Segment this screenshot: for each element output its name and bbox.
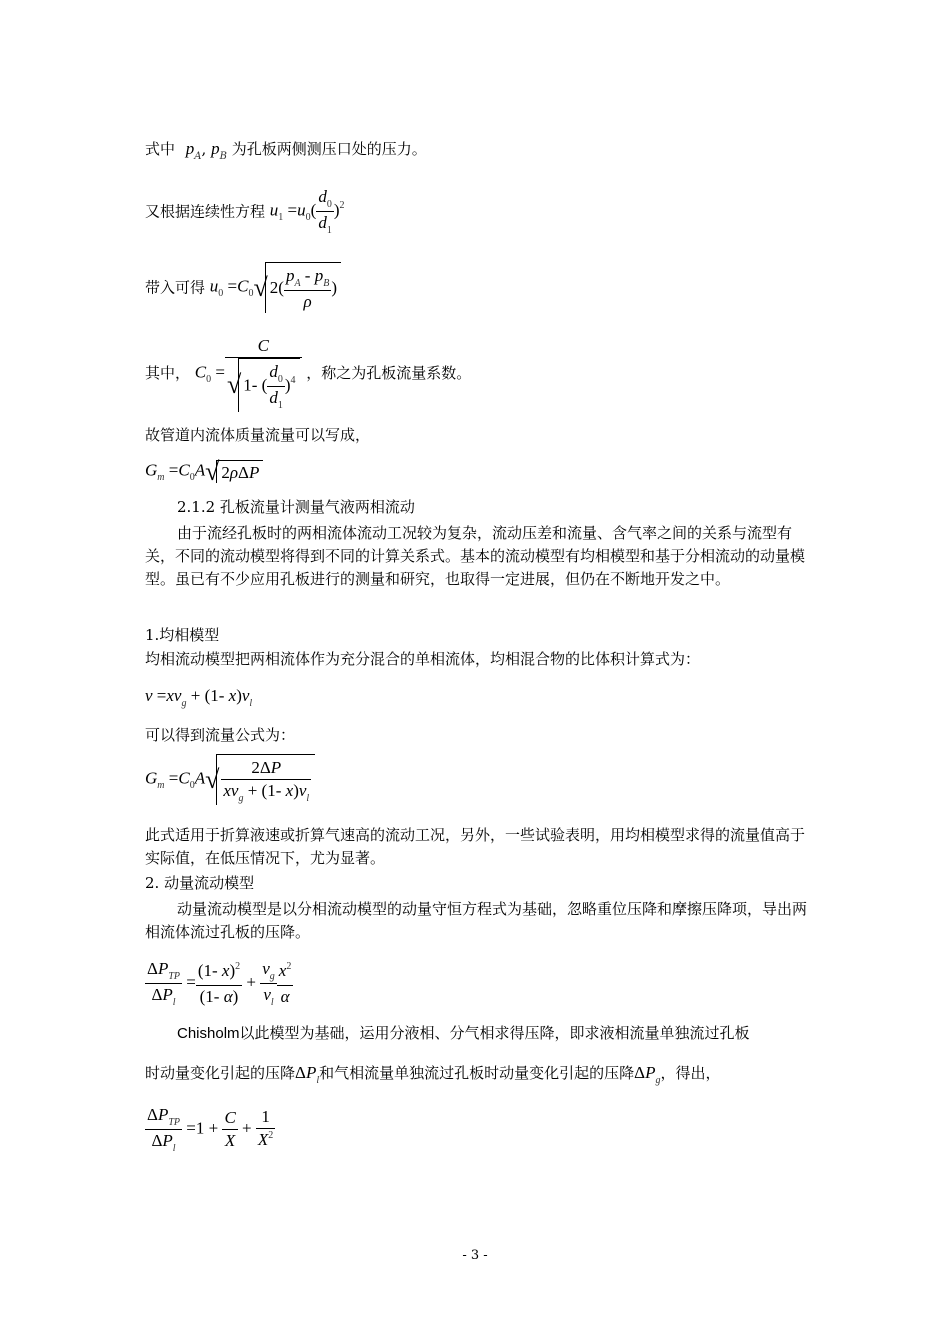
text-line-mass-flow: 故管道内流体质量流量可以写成，	[145, 426, 371, 444]
text-line-pressure: 式中 $p_A$, $p_B$ 为孔板两侧测压口处的压力。	[145, 139, 427, 162]
paragraph: 动量流动模型是以分相流动模型的动量守恒方程式为基础，忽略重位压降和摩擦压降项，导出两相流体流过孔板的压降。	[145, 900, 808, 941]
equation-velocity: $u_0 =C_0√$ 2( $\frac{p_A - p_B}{\rho}$ )	[210, 262, 341, 313]
paragraph: 均相流动模型把两相流体作为充分混合的单相流体，均相混合物的比体积计算式为：	[145, 650, 701, 668]
equation-coefficient: $C_0$ = C √ 1- ( $\frac{d_0}{d_1}$ )$^4$	[195, 335, 302, 412]
equation-continuity: $u_1 =u_0$( $\frac{d_0}{d_1}$ )$^2$	[269, 187, 345, 236]
text: 带入可得	[145, 278, 206, 297]
text-line-coefficient	[145, 332, 471, 412]
equation-homogeneous-flow: $G_m =C_0A√$ $\frac{2\Delta P}{xv_g + (1- x)v_l}$	[145, 754, 315, 805]
text-line-velocity	[145, 262, 341, 310]
subheading-homogeneous: 1.均相模型	[145, 626, 220, 644]
text: ，得出，	[660, 1064, 721, 1082]
text-line-chisholm	[177, 1022, 750, 1045]
equation-momentum: $\frac{\Delta P_{TP}}{\Delta P_l}$ = $\frac{(1- x)^2}{(1- \alpha)}$ + $\frac{v_g}{v_l}$ $\frac{x^2}{\alpha}$	[147, 959, 292, 1008]
equation-mass-flow: $G_m =C_0A√$ 2ρΔP	[145, 460, 263, 483]
equation-specific-volume: $v =xv_g + (1-$ $x)v_l$	[145, 686, 253, 709]
equation-chisholm: $\frac{\Delta P_{TP}}{\Delta P_l}$ =1 + $\frac{C}{X}$ + $\frac{1}{X^2}$	[147, 1105, 274, 1154]
page-number: - 3 -	[462, 1248, 488, 1263]
text-line-continuity	[145, 186, 345, 236]
text: 又根据连续性方程	[145, 202, 266, 221]
text: Chisholm	[177, 1025, 240, 1042]
subheading-momentum: 2. 动量流动模型	[145, 874, 255, 892]
text-line: 可以得到流量公式为：	[145, 726, 296, 744]
text: 时动量变化引起的压降	[145, 1064, 296, 1082]
paragraph: 此式适用于折算液速或折算气速高的流动工况，另外，一些试验表明，用均相模型求得的流量值高于实际值，在低压情况下，尤为显著。	[145, 826, 806, 867]
text: 和气相流量单独流过孔板时动量变化引起的压降	[319, 1064, 635, 1082]
paragraph: 由于流经孔板时的两相流体流动工况较为复杂，流动压差和流量、含气率之间的关系与流型有关，不同的流动模型将得到不同的计算关系式。基本的流动模型有均相模型和基于分相流动的动量模型。虽已有不少应用孔板进行的测量和研究，也取得一定进展，但仍在不断地开发之中。	[145, 524, 806, 588]
text-line-pressure-drop: 时动量变化引起的压降$\Delta P_l$和气相流量单独流过孔板时动量变化引起的压降$\Delta P_g$，得出，	[145, 1063, 721, 1086]
text: 其中，	[145, 364, 191, 382]
section-heading: 2.1.2 孔板流量计测量气液两相流动	[177, 498, 415, 516]
text: 式中	[145, 140, 176, 158]
text: 以此模型为基础，运用分液相、分气相求得压降，即求液相流量单独流过孔板	[239, 1024, 750, 1042]
text: 为孔板两侧测压口处的压力。	[231, 140, 427, 158]
text: ，称之为孔板流量系数。	[306, 364, 472, 382]
